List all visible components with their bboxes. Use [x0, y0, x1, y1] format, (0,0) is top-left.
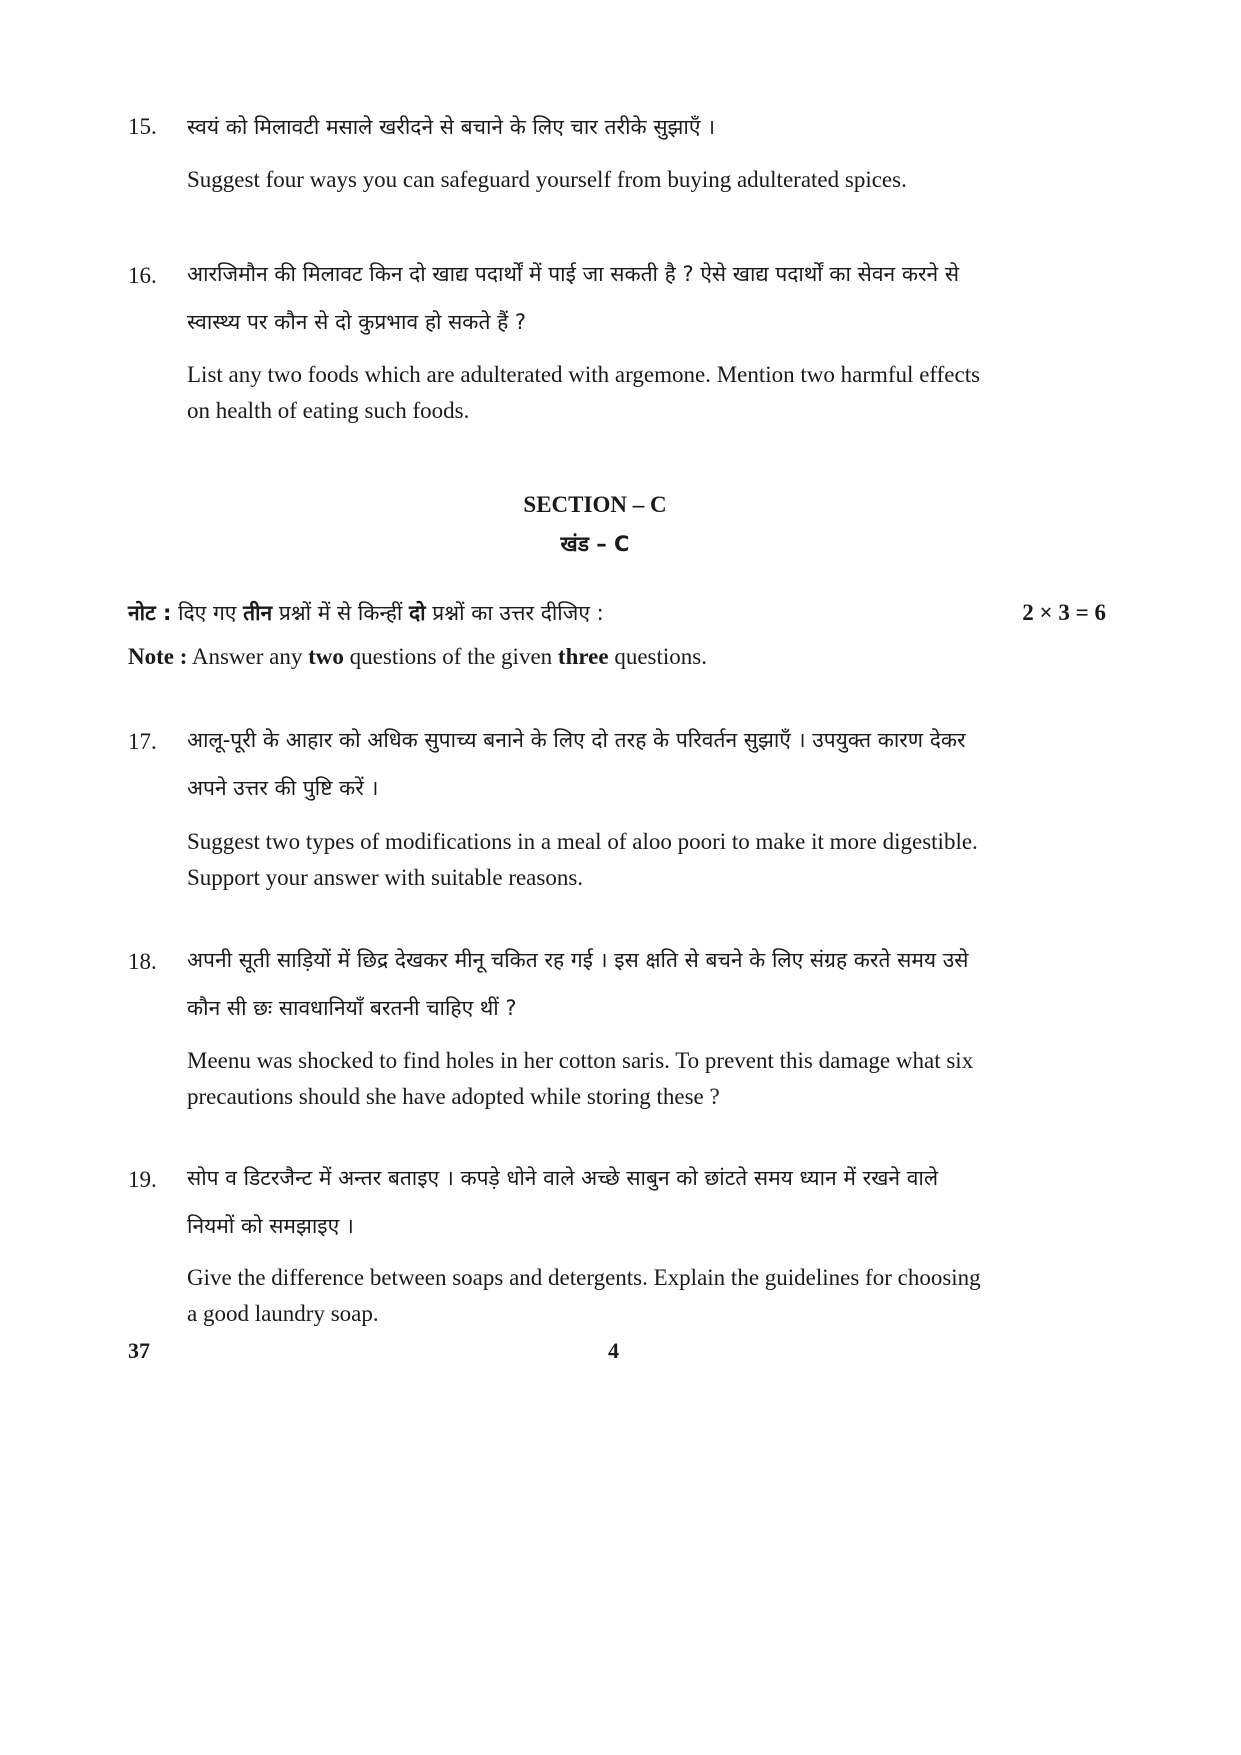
question-text-hindi: कौन सी छः सावधानियाँ बरतनी चाहिए थीं ? [187, 996, 517, 1020]
question-text-english: Meenu was shocked to find holes in her cotton saris. To prevent this damage what six [187, 1048, 974, 1073]
note-text: questions. [614, 644, 707, 669]
note-emphasis: three [557, 644, 609, 669]
question-text-hindi: स्वयं को मिलावटी मसाले खरीदने से बचाने के लिए चार तरीके सुझाएँ । [187, 115, 716, 139]
question-text-english: Support your answer with suitable reasons. [187, 865, 584, 890]
note-english [128, 640, 1008, 674]
question-text-english: Suggest four ways you can safeguard yourself from buying adulterated spices. [187, 167, 907, 192]
note-emphasis: दो [409, 601, 426, 625]
question-text-english: List any two foods which are adulterated with argemone. Mention two harmful effects [187, 362, 981, 387]
section-title-hindi: खंड – C [560, 532, 630, 556]
note-text: Answer any [191, 644, 303, 669]
question-text-english: Give the difference between soaps and detergents. Explain the guidelines for choosing [187, 1265, 981, 1290]
question-text-english: precautions should she have adopted while storing these ? [187, 1084, 720, 1109]
note-label: Note : [128, 644, 188, 669]
question-number: 18. [128, 949, 157, 974]
paper-code: 37 [128, 1338, 150, 1363]
question-text-hindi: आलू-पूरी के आहार को अधिक सुपाच्य बनाने के लिए दो तरह के परिवर्तन सुझाएँ । उपयुक्त कारण देकर [187, 728, 966, 752]
note-hindi [128, 596, 1008, 630]
question-text-hindi: अपने उत्तर की पुष्टि करें । [187, 776, 379, 800]
note-text: questions of the given [349, 644, 553, 669]
question-text-hindi: आरजिमौन की मिलावट किन दो खाद्य पदार्थों में पाई जा सकती है ? ऐसे खाद्य पदार्थों का सेवन करने से [187, 262, 960, 286]
note-text: प्रश्नों का उत्तर दीजिए : [432, 601, 604, 625]
question-text-hindi: सोप व डिटरजैन्ट में अन्तर बताइए । कपड़े धोने वाले अच्छे साबुन को छांटते समय ध्यान में रखने वाले [187, 1166, 939, 1190]
marks-allocation: 2 × 3 = 6 [1022, 600, 1106, 625]
question-number: 19. [128, 1167, 157, 1192]
question-text-english: a good laundry soap. [187, 1301, 379, 1326]
note-text: प्रश्नों में से किन्हीं [278, 601, 403, 625]
question-text-hindi: नियमों को समझाइए । [187, 1214, 354, 1238]
note-emphasis: तीन [243, 601, 273, 625]
question-text-english: on health of eating such foods. [187, 398, 470, 423]
question-text-hindi: स्वास्थ्य पर कौन से दो कुप्रभाव हो सकते हैं ? [187, 310, 527, 334]
note-text: दिए गए [178, 601, 237, 625]
section-title: SECTION – C [523, 492, 667, 517]
page-number: 4 [608, 1338, 619, 1363]
question-text-hindi: अपनी सूती साड़ियों में छिद्र देखकर मीनू चकित रह गई । इस क्षति से बचने के लिए संग्रह करते समय उसे [187, 948, 969, 972]
note-emphasis: two [308, 644, 344, 669]
question-number: 16. [128, 263, 157, 288]
question-number: 15. [128, 114, 157, 139]
note-label: नोट : [128, 601, 172, 625]
question-text-english: Suggest two types of modifications in a meal of aloo poori to make it more digestible. [187, 829, 978, 854]
question-number: 17. [128, 729, 157, 754]
